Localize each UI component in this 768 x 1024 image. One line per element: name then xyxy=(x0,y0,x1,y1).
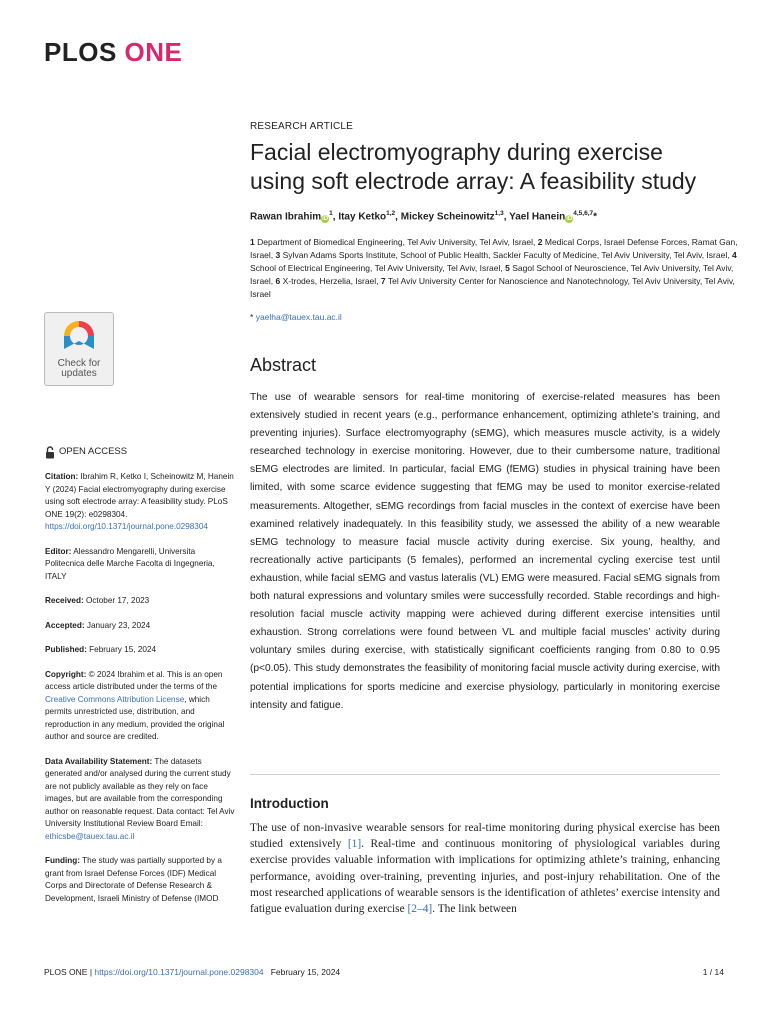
journal-logo[interactable] xyxy=(44,37,182,68)
funding: Funding: The study was partially supported by a grant from Israel Defense Forces (IDF) Medical Corps and Directorate of Defense Research & Development, Israeli Ministry of Defense (IMOD xyxy=(45,856,222,903)
author-affil-ref: 1,3 xyxy=(494,210,504,217)
author-name[interactable]: Mickey Scheinowitz xyxy=(400,211,495,223)
received-date: Received: October 17, 2023 xyxy=(45,596,150,605)
footer-doi-link[interactable]: https://doi.org/10.1371/journal.pone.0298304 xyxy=(94,967,264,977)
open-access-label: OPEN ACCESS xyxy=(59,446,128,458)
reference-link[interactable]: [1] xyxy=(347,838,362,851)
introduction-heading: Introduction xyxy=(250,796,329,811)
affiliations: 1 Department of Biomedical Engineering, Tel Aviv University, Tel Aviv, Israel, 2 Medical Corps, Israel Defense Forces, Ramat Gan, Israel, 3 Sylvan Adams Sports Institute, School of Public Health, Sackler Faculty of Medicine, Tel Aviv University, Tel Aviv, Israel, 4 School of Electrical Engineering, Tel Aviv University, Tel Aviv, Israel, 5 Sagol School of Neuroscience, Tel Aviv University, Tel Aviv, Israel, 6 X-trodes, Herzelia, Israel, 7 Tel Aviv University Center for Nanoscience and Nanotechnology, Tel Aviv University, Tel Aviv, Israel xyxy=(250,237,738,299)
orcid-icon[interactable]: iD xyxy=(322,216,329,223)
footer-date: February 15, 2024 xyxy=(270,967,341,977)
accepted-date: Accepted: January 23, 2024 xyxy=(45,620,151,630)
article-type: RESEARCH ARTICLE xyxy=(250,121,354,132)
abstract-heading: Abstract xyxy=(250,355,317,375)
citation: Citation: Ibrahim R, Ketko I, Scheinowitz M, Hanein Y (2024) Facial electromyography during exercise using soft electrode array: A feasibility study. PLoS ONE 19(2): e0298304. https://doi.org/10.1371/journal.pone.0298304 xyxy=(45,472,234,531)
author-affil-ref: 4,5,6,7 xyxy=(573,210,594,217)
section-divider xyxy=(250,774,720,775)
corresponding-mark: * xyxy=(593,211,598,223)
author-name[interactable]: Yael Hanein xyxy=(509,211,566,223)
crossmark-icon xyxy=(62,319,96,357)
author-name[interactable]: Rawan Ibrahim xyxy=(250,211,322,223)
reference-link[interactable]: [2–4] xyxy=(407,903,433,916)
corresponding-star: * xyxy=(250,312,254,322)
page-number: 1 / 14 xyxy=(702,967,724,977)
check-for-updates-badge[interactable] xyxy=(44,312,114,386)
data-availability: Data Availability Statement: The datasets generated and/or analysed during the current study are not publicly available as they rely on face images, but are available from the corresponding author on reasonable request. Data contact: Tel Aviv University Institutional Review Board Email: ethicsbe@tauex.tau.ac.il xyxy=(45,756,235,841)
published-date: Published: February 15, 2024 xyxy=(45,645,157,654)
article-title: Facial electromyography during exercise using soft electrode array: A feasibility study xyxy=(250,139,697,194)
badge-text-line2: updates xyxy=(61,368,97,379)
introduction-text: The use of non-invasive wearable sensors for real-time monitoring during physical exercise has been studied extensively [1]. Real-time and continuous monitoring of physiological variables during exercise provides valuable information with implications for optimizing athlete’s training, enhancing performance, avoiding over-training, preventing injuries, and post-injury rehabilitation. One of the most researched applications of wearable sensors is the identification of athletes’ exercise intensity and fatigue evaluation during exercise [2–4]. The link between xyxy=(250,822,720,916)
logo-plos: PLOS xyxy=(44,37,117,67)
data-contact-email-link[interactable]: ethicsbe@tauex.tau.ac.il xyxy=(45,831,135,841)
badge-text-line1: Check for xyxy=(57,358,101,369)
article-info-sidebar xyxy=(45,446,235,917)
orcid-icon[interactable]: iD xyxy=(566,216,573,223)
author-affil-ref: 1 xyxy=(329,210,333,217)
abstract-text: The use of wearable sensors for real-time monitoring of exercise-related measures has been extensively studied in recent years (e.g., performance enhancement, optimizing athlete’s training, and preventing injuries). Surface electromyography (sEMG), which measures muscle activity, is a widely researched technology in exercise monitoring. However, due to their cumbersome nature, traditional sEMG electrodes are limited. In particular, facial EMG (fEMG) studies in physical training have been limited, with some scarce evidence suggesting that fEMG may be used to monitor exercise-related measurements. Altogether, sEMG recordings from facial muscles in the context of exercise have been examined relatively inadequately. In this feasibility study, we assessed the ability of a new wearable sEMG technology to measure facial muscle activity during exercise. Six young, healthy, and recreationally active participants (5 females), performed an incremental cycling exercise test until exhaustion, while facial sEMG and vastus lateralis (VL) EMG were measured. Facial sEMG signals from both natural expressions and voluntary smiles were successfully recorded. Stable recordings and high-resolution facial muscle activity mapping were achieved during different exercise intensities until exhaustion. Strong correlations were found between VL and multiple facial muscles’ activity during voluntary smiles during exercise, with statistically significant coefficients ranging from 0.80 to 0.95 (p<0.05). This study demonstrates the feasibility of monitoring facial muscle activity during exercise, with potential implications for sports medicine and exercise physiology, particularly in monitoring exercise intensity and fatigue. xyxy=(250,392,720,711)
citation-doi-link[interactable]: https://doi.org/10.1371/journal.pone.0298304 xyxy=(45,522,208,531)
open-access-badge xyxy=(45,446,235,459)
email-link[interactable]: yaelha@tauex.tau.ac.il xyxy=(255,312,342,322)
author-name[interactable]: Itay Ketko xyxy=(338,211,387,223)
author-affil-ref: 1,2 xyxy=(386,210,396,217)
corresponding-email xyxy=(250,312,342,322)
open-lock-icon xyxy=(45,446,55,459)
footer-journal: PLOS ONE | xyxy=(44,967,93,977)
editor: Editor: Alessandro Mengarelli, Universita Politecnica delle Marche Facolta di Ingegneria, ITALY xyxy=(45,546,215,581)
copyright: Copyright: © 2024 Ibrahim et al. This is an open access article distributed under the terms of the Creative Commons Attribution License, which permits unrestricted use, distribution, and reproduction in any medium, provided the original author and source are credited. xyxy=(45,669,225,741)
license-link[interactable]: Creative Commons Attribution License xyxy=(45,694,185,704)
logo-one: ONE xyxy=(124,37,183,67)
author-list: Rawan IbrahimiD$^1$, Itay Ketko$^{1,2}$, Mickey Scheinowitz$^{1,3}$, Yael HaneiniD$^{4,5,6,7}$* xyxy=(250,210,598,223)
page-footer xyxy=(44,967,724,977)
